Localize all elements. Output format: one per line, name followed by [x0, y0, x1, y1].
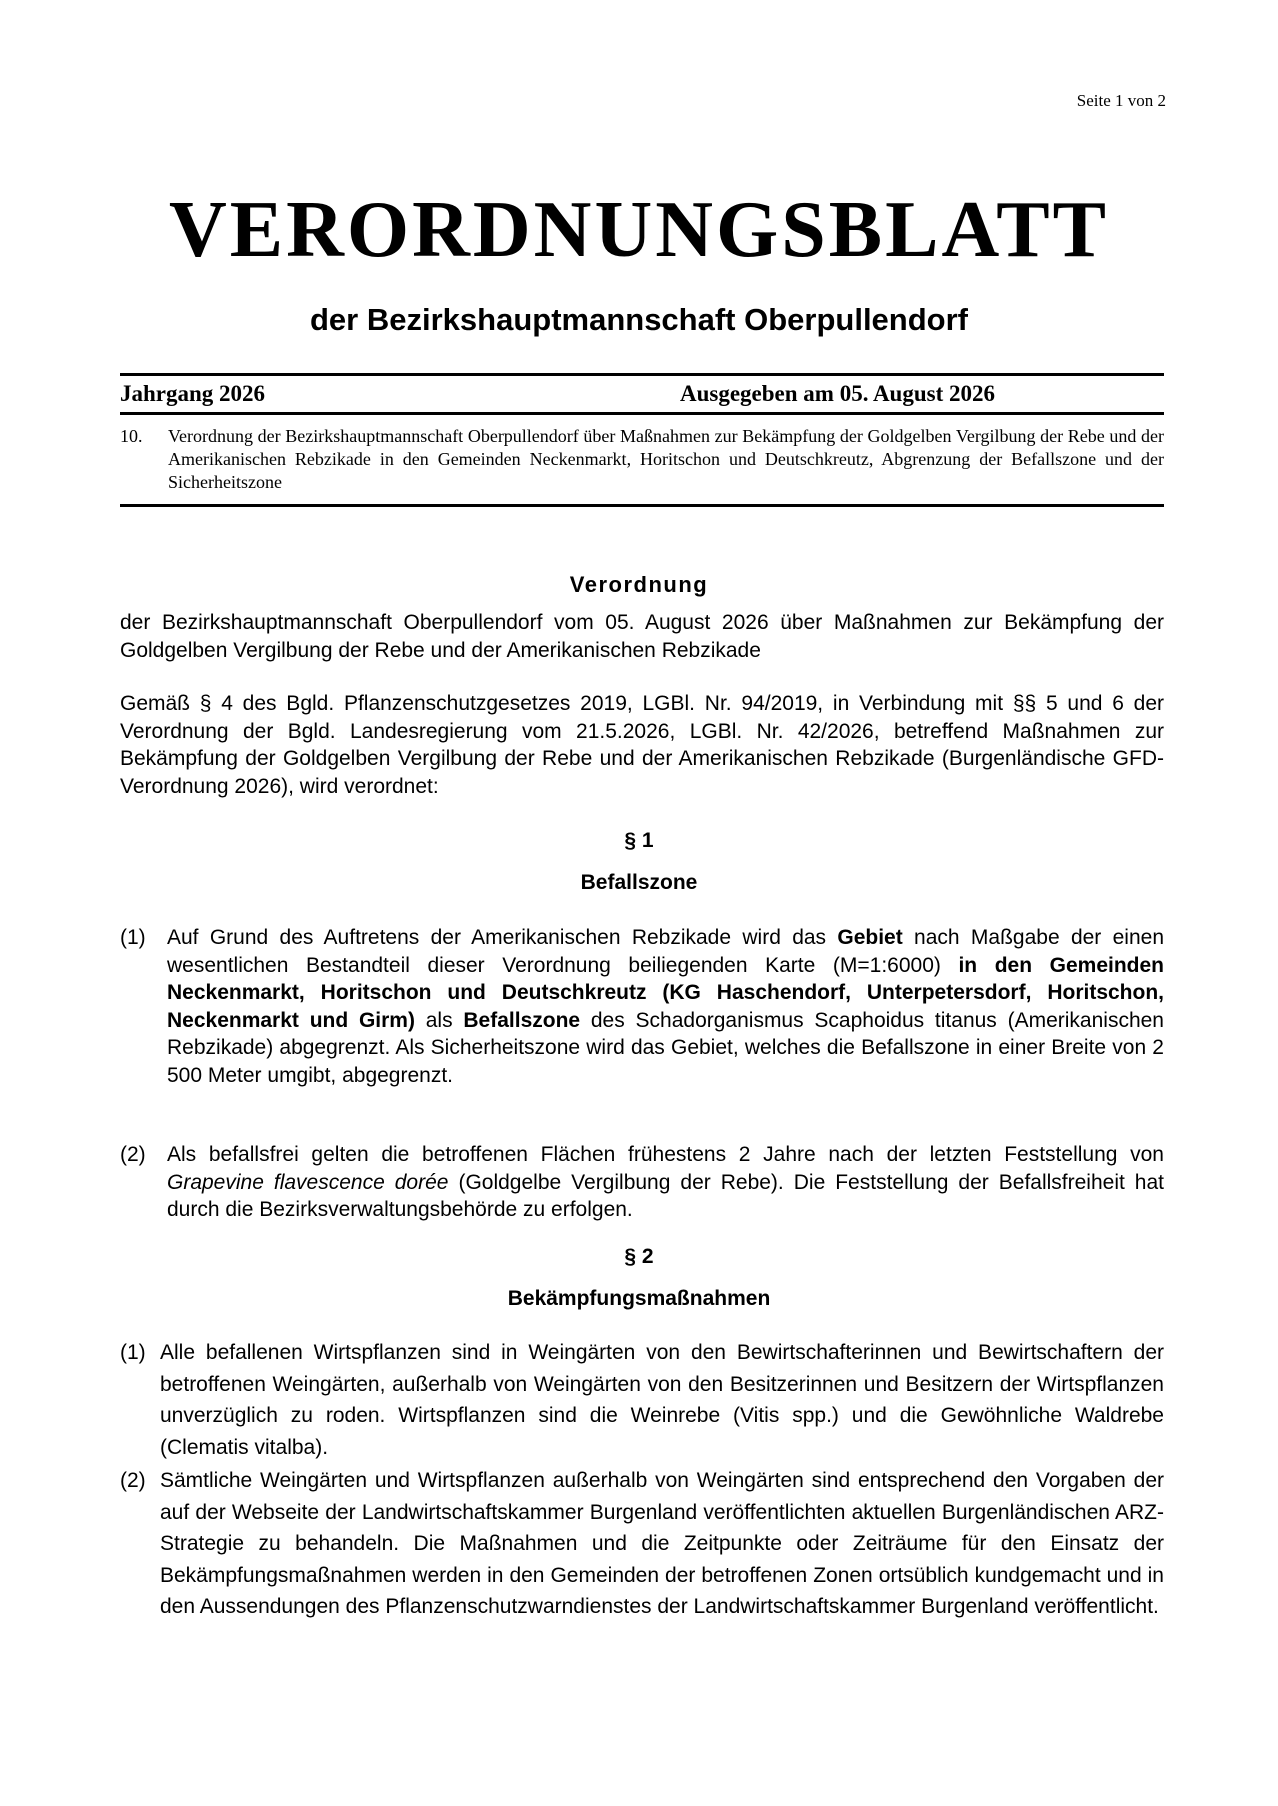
section-1-number: § 1: [624, 829, 654, 852]
issue-bar: [120, 373, 1164, 415]
paragraph-number: (1): [120, 926, 146, 949]
document-preamble: Gemäß § 4 des Bgld. Pflanzenschutzgesetzes 2019, LGBl. Nr. 94/2019, in Verbindung mit §§ 5 und 6 der Verordnung der Bgld. Landesregierung vom 21.5.2026, LGBl. Nr. 42/2026, betreffend Maßnahmen zur Bekämpfung der Goldgelben Vergilbung der Rebe und der Amerikanischen Rebzikade (Burgenländische GFD-Verordnung 2026), wird verordnet:: [120, 692, 1164, 798]
text-run: als: [414, 1008, 464, 1032]
text-run: Als befallsfrei gelten die betroffenen Flächen frühestens 2 Jahre nach der letzten Feststellung von: [167, 1143, 1164, 1166]
paragraph-text: Sämtliche Weingärten und Wirtspflanzen außerhalb von Weingärten sind entsprechend den Vorgaben der auf der Webseite der Landwirtschaftskammer Burgenland veröffentlichten aktuellen Burgenländischen ARZ-Strategie zu behandeln. Die Maßnahmen und die Zeitpunkte oder Zeiträume für den Einsatz der Bekämpfungsmaßnahmen werden in den Gemeinden der betroffenen Zonen ortsüblich kundgemacht und in den Aussendungen des Pflanzenschutzwarndienstes der Landwirtschaftskammer Burgenland veröffentlicht.: [160, 1469, 1164, 1618]
masthead-title: VERORDNUNGSBLATT: [169, 186, 1109, 274]
issue-date: Ausgegeben am 05. August 2026: [680, 381, 996, 406]
paragraph-number: (2): [120, 1143, 146, 1166]
bold-run: in den Gemeinden Neckenmarkt, Horitschon und Deutschkreutz (KG Haschendorf, Unterpetersdorf, Horitschon, Neckenmarkt und Girm): [167, 953, 1164, 1032]
bold-run: Befallszone: [463, 1008, 581, 1032]
paragraph-number: (1): [120, 1341, 146, 1364]
issue-year: Jahrgang 2026: [120, 381, 266, 406]
page-number: Seite 1 von 2: [1076, 91, 1166, 110]
section-2-heading: Bekämpfungsmaßnahmen: [507, 1287, 771, 1310]
issuer-subtitle: der Bezirkshauptmannschaft Oberpullendorf: [310, 302, 968, 337]
paragraph-text: [167, 1141, 1164, 1224]
paragraph-number: (2): [120, 1469, 146, 1492]
italic-run: Grapevine flavescence dorée: [167, 1170, 449, 1194]
text-run: Auf Grund des Auftretens der Amerikanischen Rebzikade wird das: [167, 926, 838, 949]
text-run: des Schadorganismus Scaphoidus titanus (Amerikanischen Rebzikade) abgegrenzt. Als Sicherheitszone wird das Gebiet, welches die Befallszone in einer Breite von 2 500 Meter umgibt, abgegrenzt.: [167, 1008, 1164, 1087]
text-run: (Goldgelbe Vergilbung der Rebe). Die Feststellung der Befallsfreiheit hat durch die Bezirksverwaltungsbehörde zu erfolgen.: [167, 1170, 1164, 1221]
toc-entry: [120, 425, 1164, 507]
document-title: Verordnung: [569, 572, 709, 597]
section-1-heading: Befallszone: [580, 871, 698, 894]
section-2-number: § 2: [624, 1245, 654, 1268]
toc-text: Verordnung der Bezirkshauptmannschaft Oberpullendorf über Maßnahmen zur Bekämpfung der Goldgelben Vergilbung der Rebe und der Amerikanischen Rebzikade in den Gemeinden Neckenmarkt, Horitschon und Deutschkreutz, Abgrenzung der Befallszone und der Sicherheitszone: [168, 426, 1164, 492]
text-run: nach Maßgabe der einen wesentlichen Bestandteil dieser Verordnung beiliegenden Karte (M=1:6000): [167, 926, 1165, 977]
document-intro: der Bezirkshauptmannschaft Oberpullendorf vom 05. August 2026 über Maßnahmen zur Bekämpfung der Goldgelben Vergilbung der Rebe und der Amerikanischen Rebzikade: [120, 611, 1164, 662]
toc-number: 10.: [120, 426, 143, 446]
bold-run: Gebiet: [837, 926, 903, 949]
paragraph-text: Alle befallenen Wirtspflanzen sind in Weingärten von den Bewirtschafterinnen und Bewirtschaftern der betroffenen Weingärten, außerhalb von Weingärten von den Besitzerinnen und Besitzern der Wirtspflanzen unverzüglich zu roden. Wirtspflanzen sind die Weinrebe (Vitis spp.) und die Gewöhnliche Waldrebe (Clematis vitalba).: [160, 1341, 1164, 1459]
paragraph-text: [167, 924, 1164, 1089]
